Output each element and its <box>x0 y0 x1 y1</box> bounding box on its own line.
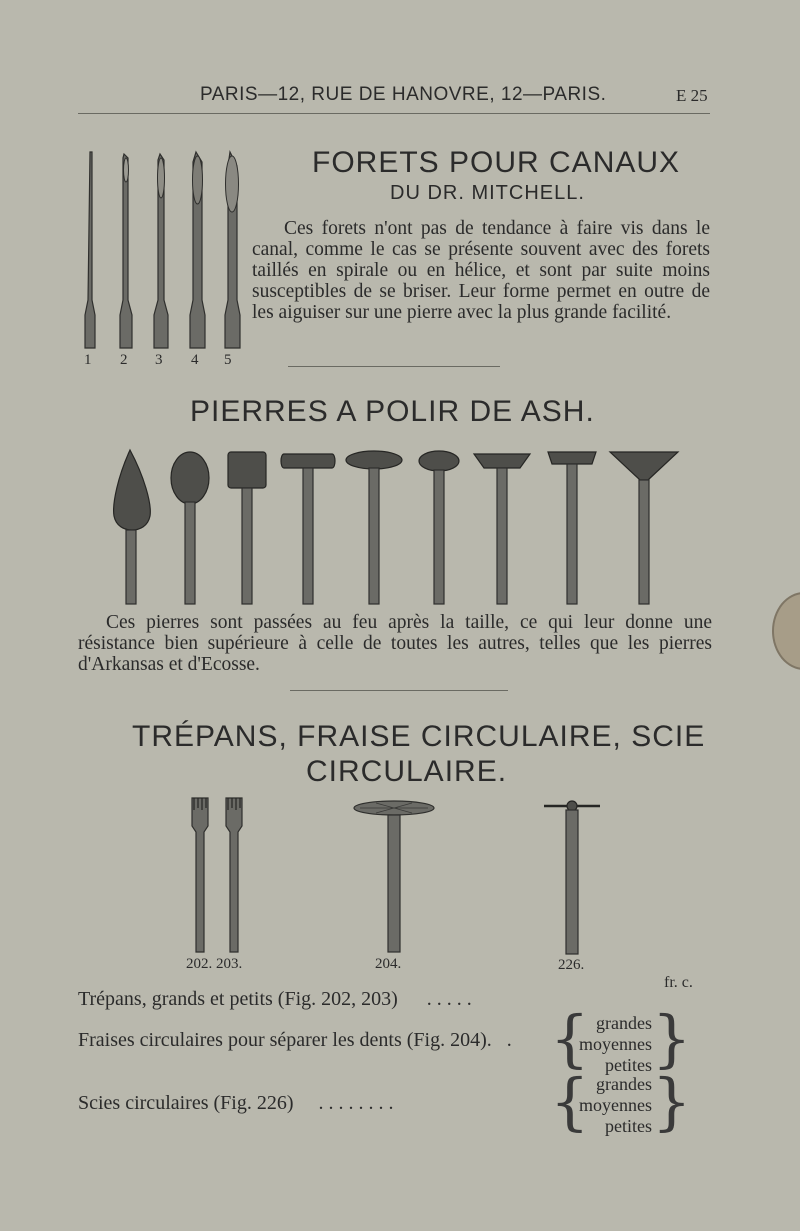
currency-label: fr. c. <box>664 974 693 991</box>
size-option: grandes <box>596 1013 652 1033</box>
brace-right: } <box>652 1002 692 1075</box>
stone-6-round <box>419 451 459 604</box>
trepans-title-line2: CIRCULAIRE. <box>306 755 508 788</box>
drill-label-4: 4 <box>191 352 199 368</box>
pierres-illustration <box>108 446 688 606</box>
drill-label-5: 5 <box>224 352 232 368</box>
scie-226 <box>544 801 600 954</box>
brace-right: } <box>652 1065 692 1138</box>
scies-sizes <box>568 1074 652 1137</box>
drill-label-1: 1 <box>84 352 92 368</box>
size-option: moyennes <box>579 1034 652 1054</box>
price-item-label: Scies circulaires (Fig. 226) <box>78 1092 294 1114</box>
brace-left: { <box>550 1065 590 1138</box>
drill-2 <box>120 154 132 348</box>
separator-1 <box>288 366 500 367</box>
stone-9-cone <box>610 452 678 604</box>
page-edge-stain <box>772 592 800 670</box>
drill-3 <box>154 154 168 348</box>
price-item-leader: . <box>506 1029 512 1051</box>
pierres-description: Ces pierres sont passées au feu après la taille, ce qui leur donne une résistance bien supérieure à celle de toutes les autres, telles que les pierres d'Arkansas et d'Ecosse. <box>78 612 712 675</box>
separator-2 <box>290 690 508 691</box>
forets-description: Ces forets n'ont pas de tendance à faire vis dans le canal, comme le cas se présente souvent avec des forets taillés en spirale ou en hélice, et sont par suite moins susceptibles de se briser. Leur forme permet en outre de les aiguiser sur une pierre avec la plus grande facilité. <box>252 218 710 323</box>
page-number: E 25 <box>676 86 708 105</box>
fraise-204 <box>354 801 434 952</box>
header-rule <box>78 113 710 114</box>
brace-left: { <box>550 1002 590 1075</box>
stone-5-lens <box>346 451 402 604</box>
scie-figure-label: 226. <box>558 957 585 973</box>
forets-title: FORETS POUR CANAUX <box>312 146 681 179</box>
stone-8-wheel <box>548 452 596 604</box>
stone-3-cylinder <box>228 452 266 604</box>
drill-label-3: 3 <box>155 352 163 368</box>
forets-illustration <box>78 150 248 355</box>
trepan-figure-label: 202. 203. <box>186 956 243 972</box>
trepans-title-line1: TRÉPANS, FRAISE CIRCULAIRE, SCIE <box>132 720 706 753</box>
price-item-scies <box>78 1092 394 1115</box>
stone-1-pointed <box>114 450 151 604</box>
running-header: PARIS—12, RUE DE HANOVRE, 12—PARIS. <box>200 84 607 105</box>
stone-4-disc <box>281 454 335 604</box>
price-item-label: Trépans, grands et petits (Fig. 202, 203) <box>78 988 398 1010</box>
pierres-title: PIERRES A POLIR DE ASH. <box>190 395 595 428</box>
drill-5 <box>225 152 240 348</box>
fraise-figure-label: 204. <box>375 956 402 972</box>
size-option: moyennes <box>579 1095 652 1115</box>
trepan-203 <box>226 798 242 952</box>
trepan-202 <box>192 798 208 952</box>
price-item-leader: . . . . . . . . <box>318 1092 394 1114</box>
size-option: petites <box>605 1116 652 1136</box>
price-item-leader: . . . . . <box>426 988 472 1010</box>
drill-label-2: 2 <box>120 352 128 368</box>
drill-1 <box>85 152 95 348</box>
trepans-illustration <box>180 796 620 956</box>
size-option: petites <box>605 1055 652 1075</box>
price-item-label: Fraises circulaires pour séparer les dents (Fig. 204). <box>78 1029 492 1051</box>
size-option: grandes <box>596 1074 652 1094</box>
price-item-fraises <box>78 1029 512 1052</box>
price-item-trepans <box>78 988 472 1011</box>
stone-2-oval <box>171 452 209 604</box>
drill-4 <box>190 152 205 348</box>
forets-subtitle: DU DR. MITCHELL. <box>390 182 585 204</box>
stone-7-bevel <box>474 454 530 604</box>
